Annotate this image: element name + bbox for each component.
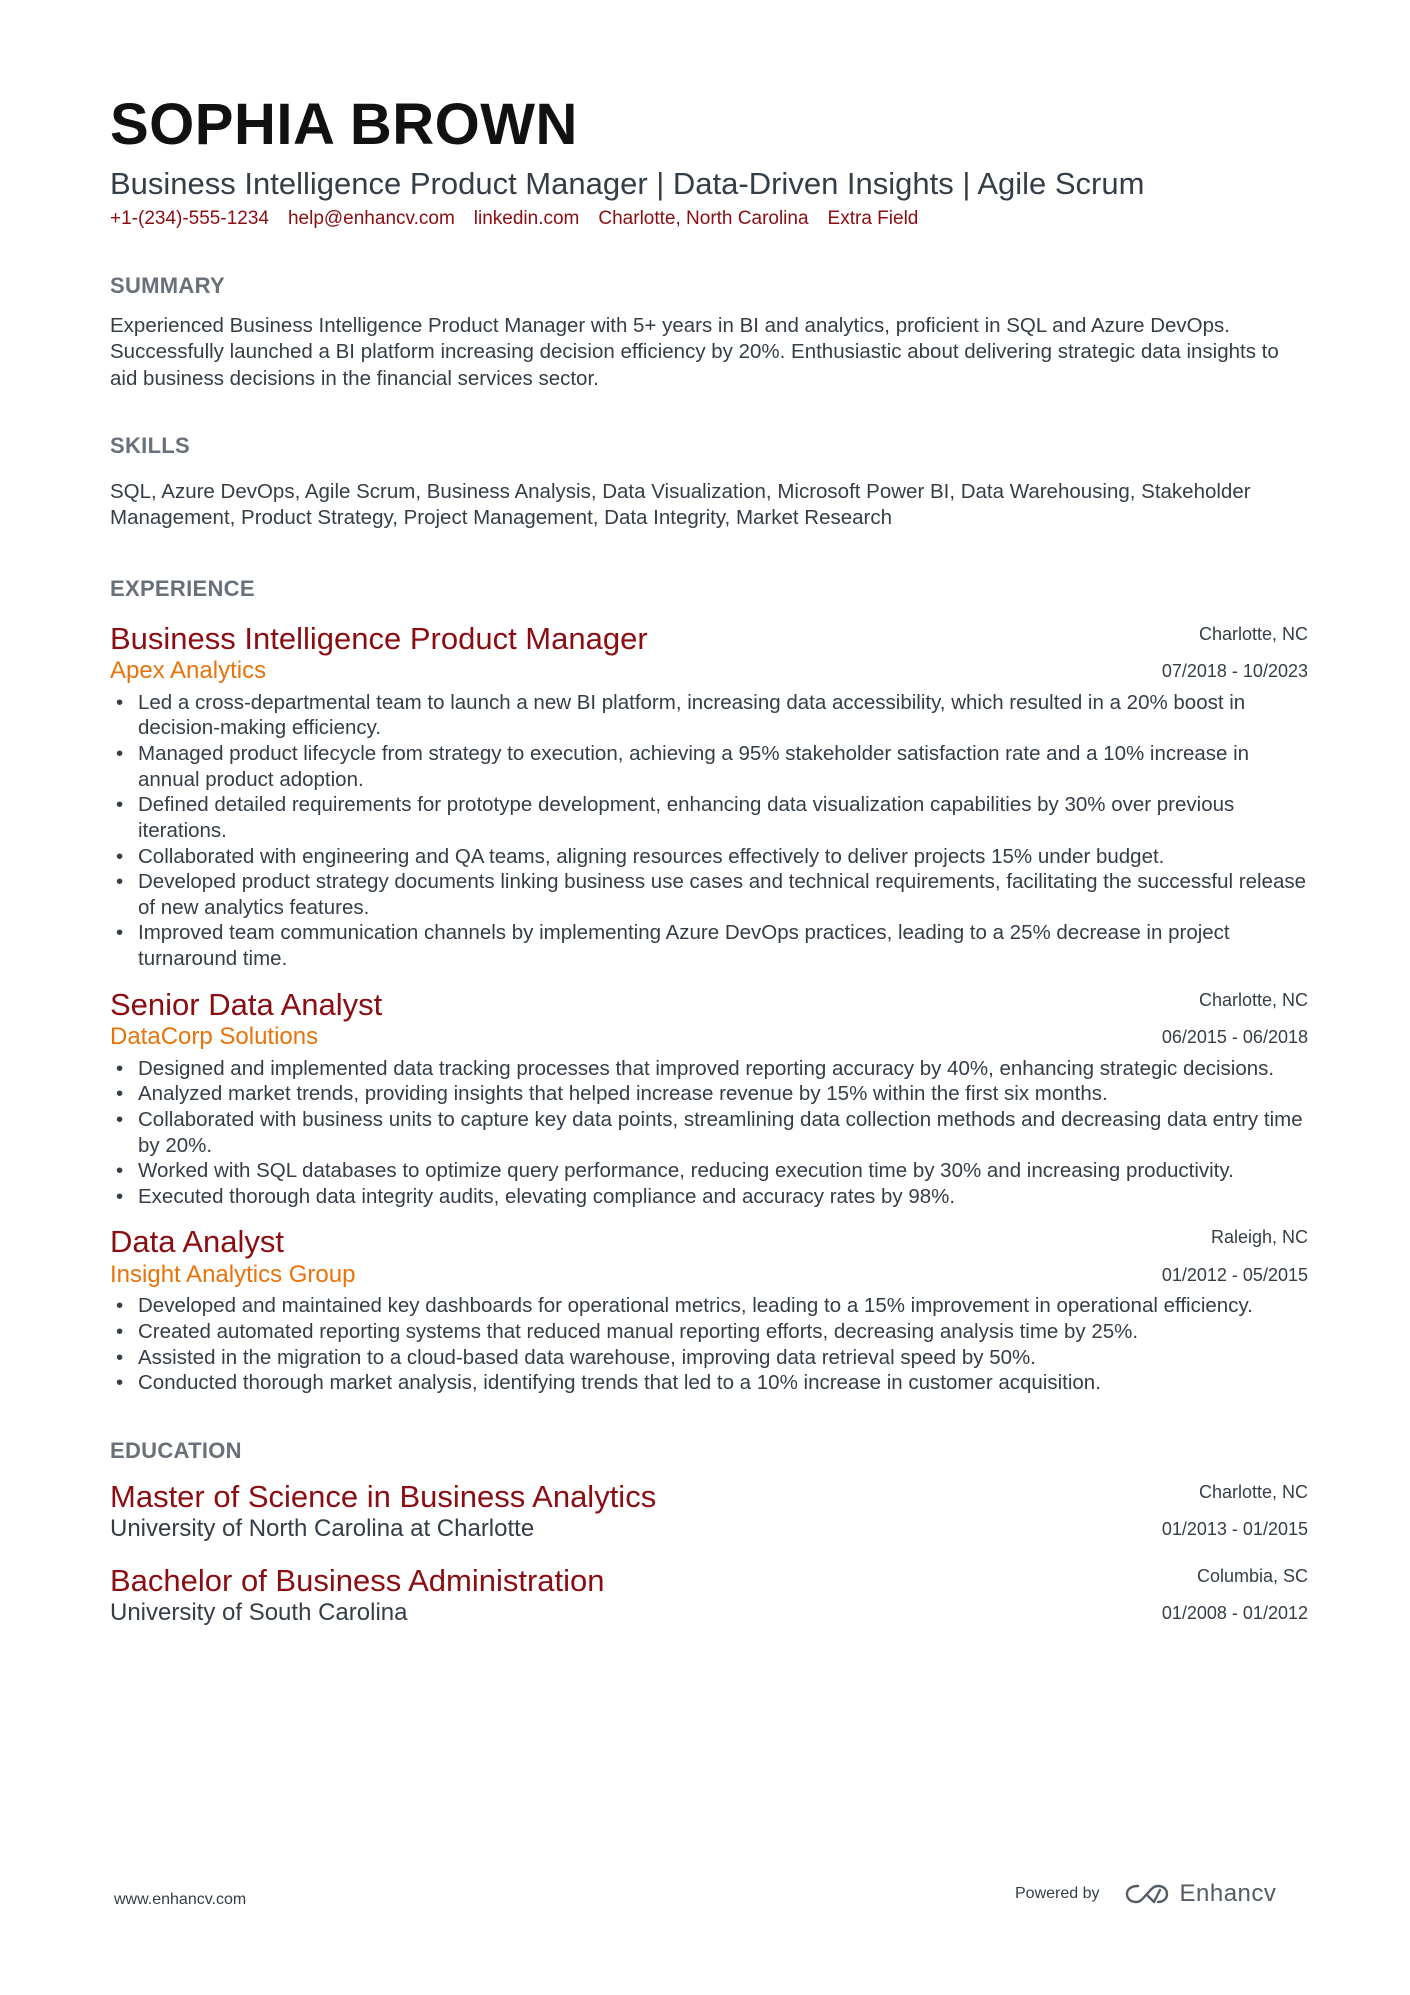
list-item: • Developed and maintained key dashboards for operational metrics, leading to a 15% improvement in operational efficiency.: [110, 1293, 1308, 1319]
summary-title: SUMMARY: [110, 272, 225, 298]
footer-website[interactable]: www.enhancv.com: [114, 1891, 247, 1908]
list-item: • Designed and implemented data tracking processes that improved reporting accuracy by 40%, enhancing strategic decisions.: [110, 1056, 1308, 1082]
footer-branding: [1015, 1880, 1276, 1908]
education-entry: [110, 1562, 1308, 1628]
list-item: • Created automated reporting systems that reduced manual reporting efforts, decreasing analysis time by 25%.: [110, 1319, 1308, 1345]
job-dates: 07/2018 - 10/2023: [1161, 660, 1308, 681]
contact-extra-field: Extra Field: [827, 207, 919, 229]
list-item: • Led a cross-departmental team to launch a new BI platform, increasing data accessibility, which resulted in a 20% boost in decision-making efficiency.: [110, 690, 1308, 741]
resume-page: [110, 92, 1308, 1628]
company-name: Apex Analytics: [110, 657, 267, 685]
skills-text: SQL, Azure DevOps, Agile Scrum, Business Analysis, Data Visualization, Microsoft Power BI, Data Warehousing, Stakeholder Management, Product Strategy, Project Management, Data Integrity, Market Research: [110, 479, 1251, 530]
job-title: Data Analyst: [110, 1224, 285, 1260]
job-dates: 06/2015 - 06/2018: [1161, 1026, 1308, 1047]
job-bullets: [110, 1056, 1308, 1210]
summary-text: Experienced Business Intelligence Product Manager with 5+ years in BI and analytics, proficient in SQL and Azure DevOps. Successfully launched a BI platform increasing decision efficiency by 20%. Enthusiastic about delivering strategic data insights to aid business decisions in the financial services sector.: [110, 313, 1279, 390]
job-dates: 01/2012 - 05/2015: [1161, 1264, 1308, 1285]
degree-title: Bachelor of Business Administration: [110, 1562, 605, 1598]
list-item: • Improved team communication channels by implementing Azure DevOps practices, leading to a 25% decrease in project turnaround time.: [110, 920, 1308, 971]
experience-title: EXPERIENCE: [110, 575, 255, 601]
school-location: Charlotte, NC: [1198, 1481, 1308, 1502]
summary-section: [110, 273, 1308, 393]
company-name: Insight Analytics Group: [110, 1260, 356, 1288]
education-dates: 01/2013 - 01/2015: [1161, 1519, 1308, 1539]
contact-email[interactable]: help@enhancv.com: [287, 207, 455, 229]
contact-bar: [110, 208, 1308, 230]
resume-header: [110, 92, 1308, 230]
job-location: Charlotte, NC: [1198, 623, 1308, 644]
enhancv-logo-icon: [1124, 1882, 1170, 1906]
company-name: DataCorp Solutions: [110, 1022, 319, 1050]
brand-logo[interactable]: [1124, 1880, 1277, 1908]
experience-entry: [110, 1223, 1308, 1395]
experience-entry: [110, 986, 1308, 1210]
education-dates: 01/2008 - 01/2012: [1161, 1602, 1308, 1623]
list-item: • Defined detailed requirements for prototype development, enhancing data visualization capabilities by 30% over previous iterations.: [110, 792, 1308, 843]
school-name: University of North Carolina at Charlotte: [110, 1515, 535, 1543]
list-item: • Worked with SQL databases to optimize query performance, reducing execution time by 30% and increasing productivity.: [110, 1158, 1308, 1184]
degree-title: Master of Science in Business Analytics: [110, 1478, 657, 1514]
contact-linkedin[interactable]: linkedin.com: [473, 207, 580, 229]
list-item: • Developed product strategy documents linking business use cases and technical requirements, facilitating the successful release of new analytics features.: [110, 869, 1308, 920]
skills-title: SKILLS: [110, 432, 191, 458]
contact-location: Charlotte, North Carolina: [598, 207, 809, 229]
powered-by-label: Powered by: [1015, 1885, 1100, 1902]
list-item: • Collaborated with business units to capture key data points, streamlining data collection methods and decreasing data entry time by 20%.: [110, 1107, 1308, 1158]
skills-section: [110, 433, 1308, 532]
contact-phone[interactable]: +1-(234)-555-1234: [110, 207, 269, 229]
job-location: Charlotte, NC: [1198, 989, 1308, 1010]
list-item: • Assisted in the migration to a cloud-based data warehouse, improving data retrieval speed by 50%.: [110, 1345, 1308, 1371]
education-section: [110, 1438, 1308, 1628]
job-location: Raleigh, NC: [1210, 1227, 1308, 1248]
education-entry: [110, 1478, 1308, 1544]
school-location: Columbia, SC: [1196, 1565, 1308, 1586]
list-item: • Analyzed market trends, providing insights that helped increase revenue by 15% within the first six months.: [110, 1081, 1308, 1107]
school-name: University of South Carolina: [110, 1599, 408, 1627]
list-item: • Conducted thorough market analysis, identifying trends that led to a 10% increase in customer acquisition.: [110, 1370, 1308, 1396]
experience-entry: [110, 620, 1308, 972]
job-title: Business Intelligence Product Manager: [110, 620, 648, 656]
education-title: EDUCATION: [110, 1437, 242, 1463]
list-item: • Collaborated with engineering and QA teams, aligning resources effectively to deliver projects 15% under budget.: [110, 844, 1308, 870]
brand-name: Enhancv: [1179, 1880, 1277, 1907]
job-title: Senior Data Analyst: [110, 986, 383, 1022]
list-item: • Managed product lifecycle from strategy to execution, achieving a 95% stakeholder satisfaction rate and a 10% increase in annual product adoption.: [110, 741, 1308, 792]
candidate-name: SOPHIA BROWN: [110, 92, 578, 157]
job-bullets: [110, 690, 1308, 972]
list-item: • Executed thorough data integrity audits, elevating compliance and accuracy rates by 98%.: [110, 1184, 1308, 1210]
experience-section: [110, 576, 1308, 1396]
job-bullets: [110, 1293, 1308, 1396]
headline: Business Intelligence Product Manager | Data-Driven Insights | Agile Scrum: [110, 166, 1145, 201]
